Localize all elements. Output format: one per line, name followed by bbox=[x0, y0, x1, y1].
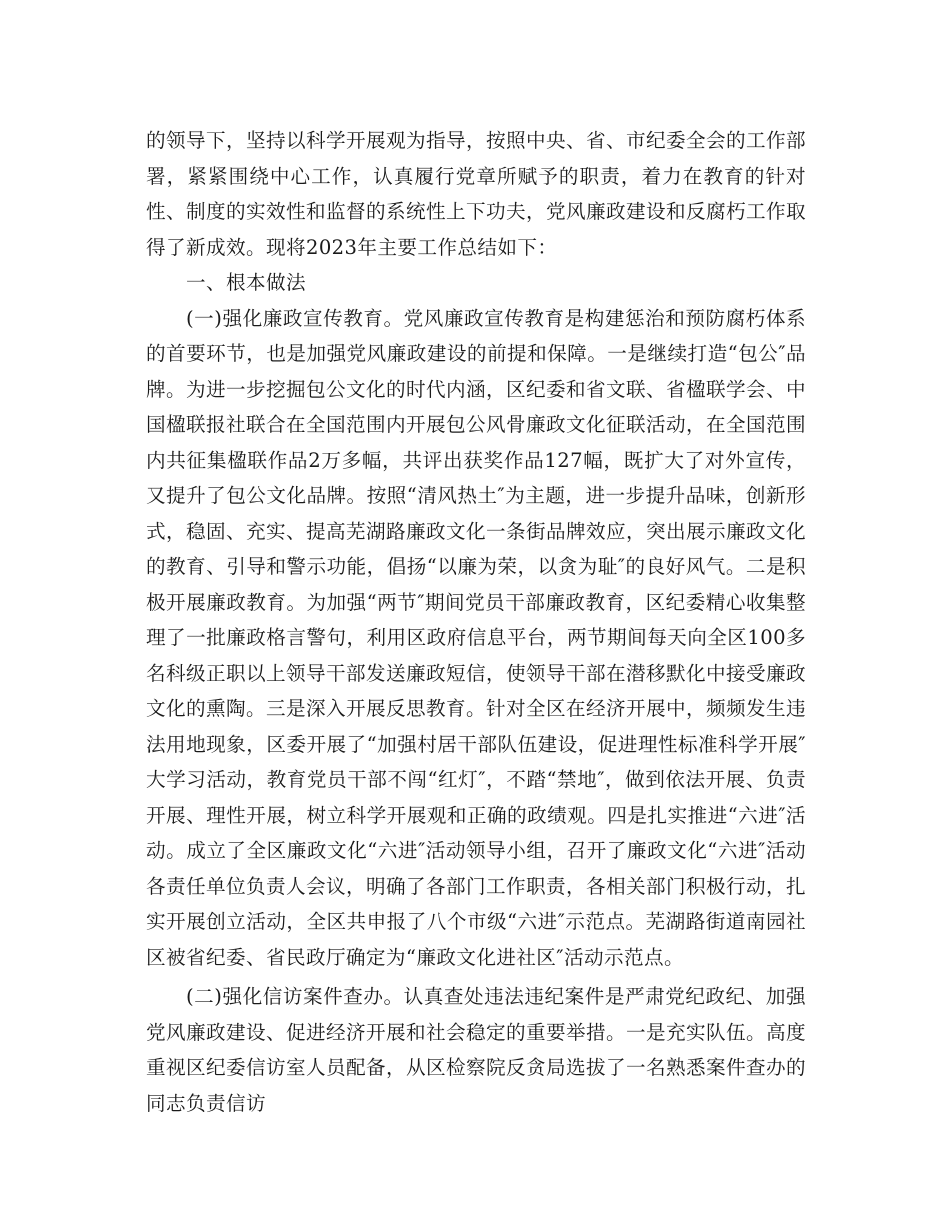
document-body bbox=[146, 123, 806, 1121]
paragraph-propaganda-education: (一)强化廉政宣传教育。党风廉政宣传教育是构建惩治和预防腐朽体系的首要环节，也是加强党风廉政建设的前提和保障。一是继续打造“包公″品牌。为进一步挖掘包公文化的时代内涵，区纪委和省文联、省楹联学会、中国楹联报社联合在全国范围内开展包公风骨廉政文化征联活动，在全国范围内共征集楹联作品2万多幅，共评出获奖作品127幅，既扩大了对外宣传，又提升了包公文化品牌。按照“清风热土″为主题，进一步提升品味，创新形式，稳固、充实、提高芜湖路廉政文化一条街品牌效应，突出展示廉政文化的教育、引导和警示功能，倡扬“以廉为荣，以贪为耻″的良好风气。二是积极开展廉政教育。为加强“两节″期间党员干部廉政教育，区纪委精心收集整理了一批廉政格言警句，利用区政府信息平台，两节期间每天向全区100多名科级正职以上领导干部发送廉政短信，使领导干部在潜移默化中接受廉政文化的熏陶。三是深入开展反思教育。针对全区在经济开展中，频频发生违法用地现象，区委开展了“加强村居干部队伍建设，促进理性标准科学开展″大学习活动，教育党员干部不闯“红灯″，不踏“禁地″，做到依法开展、负责开展、理性开展，树立科学开展观和正确的政绩观。四是扎实推进“六进″活动。成立了全区廉政文化“六进″活动领导小组，召开了廉政文化“六进″活动各责任单位负责人会议，明确了各部门工作职责，各相关部门积极行动，扎实开展创立活动，全区共申报了八个市级“六进″示范点。芜湖路街道南园社区被省纪委、省民政厅确定为“廉政文化进社区″活动示范点。 bbox=[146, 306, 806, 969]
paragraph-case-investigation: (二)强化信访案件查办。认真查处违法违纪案件是严肃党纪政纪、加强党风廉政建设、促进经济开展和社会稳定的重要举措。一是充实队伍。高度重视区纪委信访室人员配备，从区检察院反贪局选拔了一名熟悉案件查办的同志负责信访 bbox=[146, 985, 806, 1115]
paragraph-intro: 的领导下，坚持以科学开展观为指导，按照中央、省、市纪委全会的工作部署，紧紧围绕中心工作，认真履行党章所赋予的职责，着力在教育的针对性、制度的实效性和监督的系统性上下功夫，党风廉政建设和反腐朽工作取得了新成效。现将2023年主要工作总结如下： bbox=[146, 129, 806, 259]
section-heading-basic-practices: 一、根本做法 bbox=[186, 271, 306, 294]
